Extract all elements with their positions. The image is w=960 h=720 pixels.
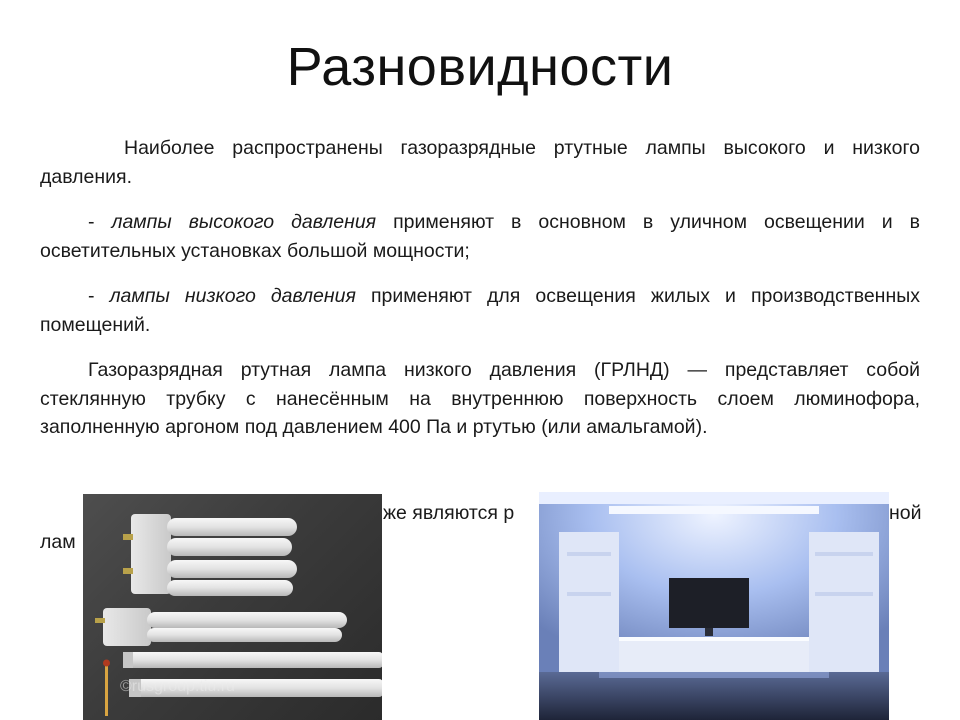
paragraph-partial-middle: же являются р	[383, 502, 515, 524]
low-pressure-term: лампы низкого давления	[109, 285, 356, 307]
paragraph-high-pressure	[40, 208, 920, 265]
dash: -	[88, 285, 110, 307]
paragraph-grlnd: Газоразрядная ртутная лампа низкого давления (ГРЛНД) — представляет собой стеклянную трубку с нанесённым на внутреннюю поверхность слоем люминофора, заполненную аргоном под давлением 400 Па и ртутью (или амальгамой).	[40, 359, 920, 438]
dash: -	[88, 211, 112, 233]
low-pressure-desc: применяют для освещения жилых и производственных помещений.	[40, 285, 920, 336]
paragraph-partial-end: ной	[889, 502, 922, 524]
image-watermark: ©rusgroup.tiu.ru	[120, 678, 235, 695]
paragraph-low-pressure	[40, 282, 920, 339]
high-pressure-term: лампы высокого давления	[111, 211, 377, 233]
interior-illustration	[539, 492, 889, 720]
high-pressure-desc: применяют в основном в уличном освещении и в осветительных установках большой мощности;	[40, 211, 920, 262]
slide-body	[40, 134, 920, 459]
paragraph-partial-start: лам	[40, 531, 76, 553]
paragraph-intro: Наиболее распространены газоразрядные ртутные лампы высокого и низкого давления.	[40, 137, 920, 188]
interior-lighting-photo	[539, 492, 889, 720]
slide-title: Разновидности	[286, 37, 674, 97]
